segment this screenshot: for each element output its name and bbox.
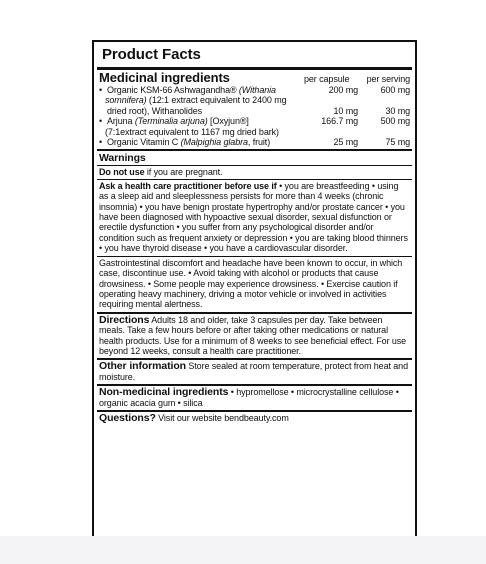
ask-practitioner xyxy=(97,180,412,256)
page-footer-band xyxy=(0,536,486,564)
bullet-icon: • xyxy=(99,137,103,148)
ingredient-name: Arjuna xyxy=(107,116,135,127)
ingredient-detail xyxy=(97,95,412,105)
other-info-section xyxy=(97,360,412,384)
per-serving-value: 30 mg xyxy=(385,105,410,116)
ingredient-row xyxy=(97,137,412,149)
ingredient-text: , fruit) xyxy=(247,137,271,148)
questions-text: Visit our website bendbeauty.com xyxy=(155,412,289,423)
ingredient-row xyxy=(97,106,412,116)
medicinal-header xyxy=(97,70,412,85)
ingredient-latin: (Withania xyxy=(238,85,276,95)
ingredient-latin: (Malpighia glabra xyxy=(180,137,248,148)
per-capsule-value: 10 mg xyxy=(333,105,358,116)
ingredient-row xyxy=(97,85,412,95)
medicinal-heading: Medicinal ingredients xyxy=(99,70,230,85)
bullet-icon: • xyxy=(99,116,103,127)
ingredient-name: Organic KSM-66 Ashwagandha® xyxy=(107,85,239,95)
directions-section xyxy=(97,314,412,359)
do-not-use-text: if you are pregnant. xyxy=(144,167,223,178)
questions-section xyxy=(97,412,412,425)
ingredient-name: dried root), Withanolides xyxy=(107,105,203,116)
per-serving-header: per serving xyxy=(366,74,410,84)
ingredient-row xyxy=(97,116,412,126)
do-not-use xyxy=(97,166,412,178)
do-not-use-label: Do not use xyxy=(99,167,145,178)
non-medicinal-heading: Non-medicinal ingredients xyxy=(99,386,229,399)
non-medicinal-text: • hypromellose • microcrystalline cellulose • organic acacia gum • silica xyxy=(99,387,399,408)
per-serving-value: 600 mg xyxy=(380,85,410,95)
non-medicinal-section xyxy=(97,386,412,410)
ingredient-latin: somnifera) xyxy=(105,95,147,106)
per-serving-value: 500 mg xyxy=(380,116,410,127)
questions-heading: Questions? xyxy=(99,411,156,424)
side-effects-text: Gastrointestinal discomfort and headache have been known to occur, in which case, discontinue use. • Avoid taking with alcohol or products that cause drowsiness. • Some people may experience drowsiness. • Exercise caution if operating heavy machinery, driving a motor vehicle or involved in activities requiring mental alertness. xyxy=(99,257,403,310)
other-info-text: Store sealed at room temperature, protect from heat and moisture. xyxy=(99,361,408,382)
directions-text: Adults 18 and older, take 3 capsules per day. Take between meals. Take a few hours before or after taking other medications or natural health products. Use for a minimum of 8 weeks to see beneficial effect. For use beyond 12 weeks, consult a health care practitioner. xyxy=(99,314,407,356)
per-capsule-value: 166.7 mg xyxy=(321,116,358,127)
ingredient-detail: (7:1extract equivalent to 1167 mg dried bark) xyxy=(105,126,279,137)
ask-practitioner-text: • you are breastfeeding • using as a sleep aid and sleeplessness persists for more than 4 weeks (chronic insomnia) • you have benign prostate hypertrophy and/or prostate cancer • you have been diagnosed with hypoactive sexual disorder, sexual disfunction or erectile dysfunction • you suffer from any psychological disorder and/or condition such as frequent anxiety or depression • you are taking blood thinners • you have thyroid disease • you have a cardiovascular disorder. xyxy=(99,180,408,254)
side-effects xyxy=(97,257,412,312)
other-info-heading: Other information xyxy=(99,360,186,373)
warnings-header xyxy=(97,151,412,165)
per-capsule-value: 25 mg xyxy=(333,137,358,148)
per-serving-value: 75 mg xyxy=(385,137,410,148)
directions-heading: Directions xyxy=(99,313,150,326)
product-facts-title: Product Facts xyxy=(102,46,201,63)
ingredient-text: [Oxyjun®] xyxy=(207,116,249,127)
bullet-icon: • xyxy=(99,85,103,95)
ingredient-latin: (Terminalia arjuna) xyxy=(134,116,208,127)
ingredient-text: (12:1 extract equivalent to 2400 mg xyxy=(146,95,287,106)
per-capsule-header: per capsule xyxy=(304,74,350,84)
ingredient-name: Organic Vitamin C xyxy=(107,137,181,148)
warnings-heading: Warnings xyxy=(99,152,146,165)
per-capsule-value: 200 mg xyxy=(328,85,358,95)
product-facts-label xyxy=(92,40,417,541)
ask-practitioner-label: Ask a health care practitioner before use if xyxy=(99,180,277,191)
